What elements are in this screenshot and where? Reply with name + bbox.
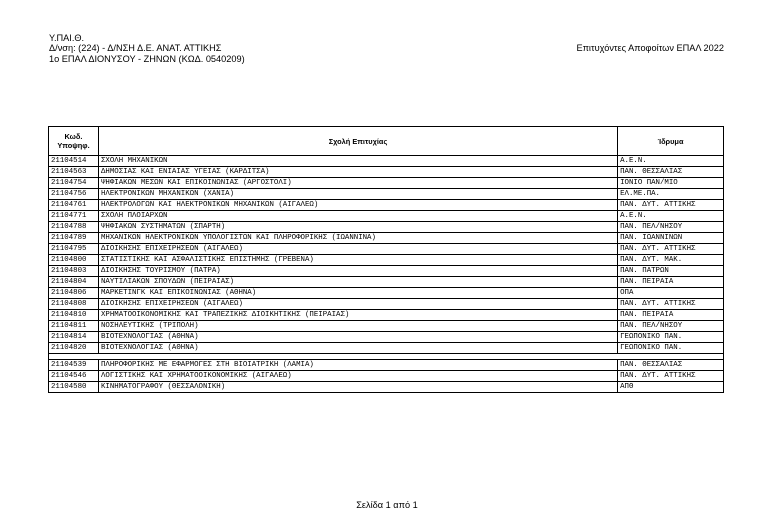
cell-school: ΗΛΕΚΤΡΟΛΟΓΩΝ ΚΑΙ ΗΛΕΚΤΡΟΝΙΚΩΝ ΜΗΧΑΝΙΚΩΝ (ΑΙΓΑΛΕΩ): [98, 200, 617, 211]
table-row: [49, 189, 724, 200]
page-number: Σελίδα 1 από 1: [356, 500, 418, 510]
table-row: [49, 277, 724, 288]
cell-code: 21104789: [49, 233, 99, 244]
table-header-row: [49, 127, 724, 156]
cell-school: ΝΟΣΗΛΕΥΤΙΚΗΣ (ΤΡΙΠΟΛΗ): [98, 321, 617, 332]
table-row: [49, 310, 724, 321]
table-row: [49, 156, 724, 167]
cell-code: 21104806: [49, 288, 99, 299]
cell-school: ΝΑΥΤΙΛΙΑΚΩΝ ΣΠΟΥΔΩΝ (ΠΕΙΡΑΙΑΣ): [98, 277, 617, 288]
table-row: [49, 321, 724, 332]
cell-code: 21104808: [49, 299, 99, 310]
cell-institution: ΠΑΝ. ΔΥΤ. ΜΑΚ.: [618, 255, 724, 266]
cell-institution: ΠΑΝ. ΠΑΤΡΩΝ: [618, 266, 724, 277]
cell-institution: Α.Ε.Ν.: [618, 211, 724, 222]
cell-code: 21104803: [49, 266, 99, 277]
cell-code: 21104800: [49, 255, 99, 266]
table-row: [49, 178, 724, 189]
table-row: [49, 167, 724, 178]
cell-code: 21104761: [49, 200, 99, 211]
cell-school: ΣΧΟΛΗ ΜΗΧΑΝΙΚΩΝ: [98, 156, 617, 167]
cell-code: 21104810: [49, 310, 99, 321]
cell-school: ΔΙΟΙΚΗΣΗΣ ΤΟΥΡΙΣΜΟΥ (ΠΑΤΡΑ): [98, 266, 617, 277]
cell-institution: ΠΑΝ. ΘΕΣΣΑΛΙΑΣ: [618, 167, 724, 178]
cell-school: ΣΧΟΛΗ ΠΛΟΙΑΡΧΩΝ: [98, 211, 617, 222]
cell-code: 21104820: [49, 343, 99, 354]
table-row: [49, 200, 724, 211]
cell-institution: ΠΑΝ. ΔΥΤ. ΑΤΤΙΚΗΣ: [618, 371, 724, 382]
cell-code: 21104580: [49, 382, 99, 393]
cell-school: ΜΑΡΚΕΤΙΝΓΚ ΚΑΙ ΕΠΙΚΟΙΝΩΝΙΑΣ (ΑΘΗΝΑ): [98, 288, 617, 299]
cell-code: 21104756: [49, 189, 99, 200]
cell-institution: ΠΑΝ. ΠΕΙΡΑΙΑ: [618, 277, 724, 288]
cell-code: 21104814: [49, 332, 99, 343]
cell-school: ΒΙΟΤΕΧΝΟΛΟΓΙΑΣ (ΑΘΗΝΑ): [98, 332, 617, 343]
cell-code: 21104539: [49, 360, 99, 371]
cell-school: ΚΙΝΗΜΑΤΟΓΡΑΦΟΥ (ΘΕΣΣΑΛΟΝΙΚΗ): [98, 382, 617, 393]
table-row: [49, 288, 724, 299]
results-table: [48, 126, 724, 393]
cell-institution: ΠΑΝ. ΔΥΤ. ΑΤΤΙΚΗΣ: [618, 244, 724, 255]
document-title: Επιτυχόντες Αποφοίτων ΕΠΑΛ 2022: [576, 43, 724, 53]
cell-institution: ΠΑΝ. ΠΕΙΡΑΙΑ: [618, 310, 724, 321]
cell-school: ΗΛΕΚΤΡΟΝΙΚΩΝ ΜΗΧΑΝΙΚΩΝ (ΧΑΝΙΑ): [98, 189, 617, 200]
column-header-institution: Ίδρυμα: [618, 127, 724, 156]
cell-institution: ΠΑΝ. ΠΕΛ/ΝΗΣΟΥ: [618, 222, 724, 233]
school-line: 1ο ΕΠΑΛ ΔΙΟΝΥΣΟΥ - ΖΗΝΩΝ (ΚΩΔ. 0540209): [49, 53, 245, 64]
cell-school: ΜΗΧΑΝΙΚΩΝ ΗΛΕΚΤΡΟΝΙΚΩΝ ΥΠΟΛΟΓΙΣΤΩΝ ΚΑΙ ΠΛΗΡΟΦΟΡΙΚΗΣ (ΙΩΑΝΝΙΝΑ): [98, 233, 617, 244]
cell-institution: ΠΑΝ. ΠΕΛ/ΝΗΣΟΥ: [618, 321, 724, 332]
cell-institution: ΓΕΩΠΟΝΙΚΟ ΠΑΝ.: [618, 332, 724, 343]
column-header-code: Κωδ. Υποψηφ.: [49, 127, 99, 156]
cell-code: 21104795: [49, 244, 99, 255]
table-row: [49, 371, 724, 382]
cell-school: ΔΙΟΙΚΗΣΗΣ ΕΠΙΧΕΙΡΗΣΕΩΝ (ΑΙΓΑΛΕΩ): [98, 299, 617, 310]
cell-institution: ΠΑΝ. ΙΩΑΝΝΙΝΩΝ: [618, 233, 724, 244]
table-body: [49, 156, 724, 393]
table-row: [49, 244, 724, 255]
cell-school: ΣΤΑΤΙΣΤΙΚΗΣ ΚΑΙ ΑΣΦΑΛΙΣΤΙΚΗΣ ΕΠΙΣΤΗΜΗΣ (ΓΡΕΒΕΝΑ): [98, 255, 617, 266]
cell-institution: Α.Ε.Ν.: [618, 156, 724, 167]
table-row: [49, 266, 724, 277]
cell-code: 21104546: [49, 371, 99, 382]
table-row: [49, 233, 724, 244]
table-row: [49, 255, 724, 266]
cell-school: ΔΙΟΙΚΗΣΗΣ ΕΠΙΧΕΙΡΗΣΕΩΝ (ΑΙΓΑΛΕΩ): [98, 244, 617, 255]
ministry-line: Υ.ΠΑΙ.Θ.: [49, 33, 85, 43]
table-row: [49, 299, 724, 310]
cell-school: ΠΛΗΡΟΦΟΡΙΚΗΣ ΜΕ ΕΦΑΡΜΟΓΕΣ ΣΤΗ ΒΙΟΙΑΤΡΙΚΗ (ΛΑΜΙΑ): [98, 360, 617, 371]
cell-school: ΔΗΜΟΣΙΑΣ ΚΑΙ ΕΝΙΑΙΑΣ ΥΓΕΙΑΣ (ΚΑΡΔΙΤΣΑ): [98, 167, 617, 178]
cell-institution: ΕΛ.ΜΕ.ΠΑ.: [618, 189, 724, 200]
table-row: [49, 382, 724, 393]
cell-institution: ΠΑΝ. ΔΥΤ. ΑΤΤΙΚΗΣ: [618, 200, 724, 211]
directorate-line: Δ/νση: (224) - Δ/ΝΣΗ Δ.Ε. ΑΝΑΤ. ΑΤΤΙΚΗΣ: [49, 43, 222, 54]
cell-institution: ΠΑΝ. ΘΕΣΣΑΛΙΑΣ: [618, 360, 724, 371]
cell-institution: ΠΑΝ. ΔΥΤ. ΑΤΤΙΚΗΣ: [618, 299, 724, 310]
cell-code: 21104563: [49, 167, 99, 178]
cell-code: 21104514: [49, 156, 99, 167]
cell-school: ΧΡΗΜΑΤΟΟΙΚΟΝΟΜΙΚΗΣ ΚΑΙ ΤΡΑΠΕΖΙΚΗΣ ΔΙΟΙΚΗΤΙΚΗΣ (ΠΕΙΡΑΙΑΣ): [98, 310, 617, 321]
cell-school: ΒΙΟΤΕΧΝΟΛΟΓΙΑΣ (ΑΘΗΝΑ): [98, 343, 617, 354]
cell-school: ΨΗΦΙΑΚΩΝ ΣΥΣΤΗΜΑΤΩΝ (ΣΠΑΡΤΗ): [98, 222, 617, 233]
cell-institution: ΑΠΘ: [618, 382, 724, 393]
column-header-school: Σχολή Επιτυχίας: [98, 127, 617, 156]
cell-code: 21104754: [49, 178, 99, 189]
cell-code: 21104788: [49, 222, 99, 233]
cell-school: ΨΗΦΙΑΚΩΝ ΜΕΣΩΝ ΚΑΙ ΕΠΙΚΟΙΝΩΝΙΑΣ (ΑΡΓΟΣΤΟΛΙ): [98, 178, 617, 189]
table-row: [49, 332, 724, 343]
table-row: [49, 343, 724, 354]
document-header: [49, 33, 245, 64]
table-row: [49, 360, 724, 371]
cell-code: 21104771: [49, 211, 99, 222]
cell-code: 21104804: [49, 277, 99, 288]
table-row: [49, 222, 724, 233]
table-row: [49, 211, 724, 222]
cell-school: ΛΟΓΙΣΤΙΚΗΣ ΚΑΙ ΧΡΗΜΑΤΟΟΙΚΟΝΟΜΙΚΗΣ (ΑΙΓΑΛΕΩ): [98, 371, 617, 382]
cell-institution: ΙΟΝΙΟ ΠΑΝ/ΜΙΟ: [618, 178, 724, 189]
cell-institution: ΓΕΩΠΟΝΙΚΟ ΠΑΝ.: [618, 343, 724, 354]
cell-code: 21104811: [49, 321, 99, 332]
cell-institution: ΟΠΑ: [618, 288, 724, 299]
